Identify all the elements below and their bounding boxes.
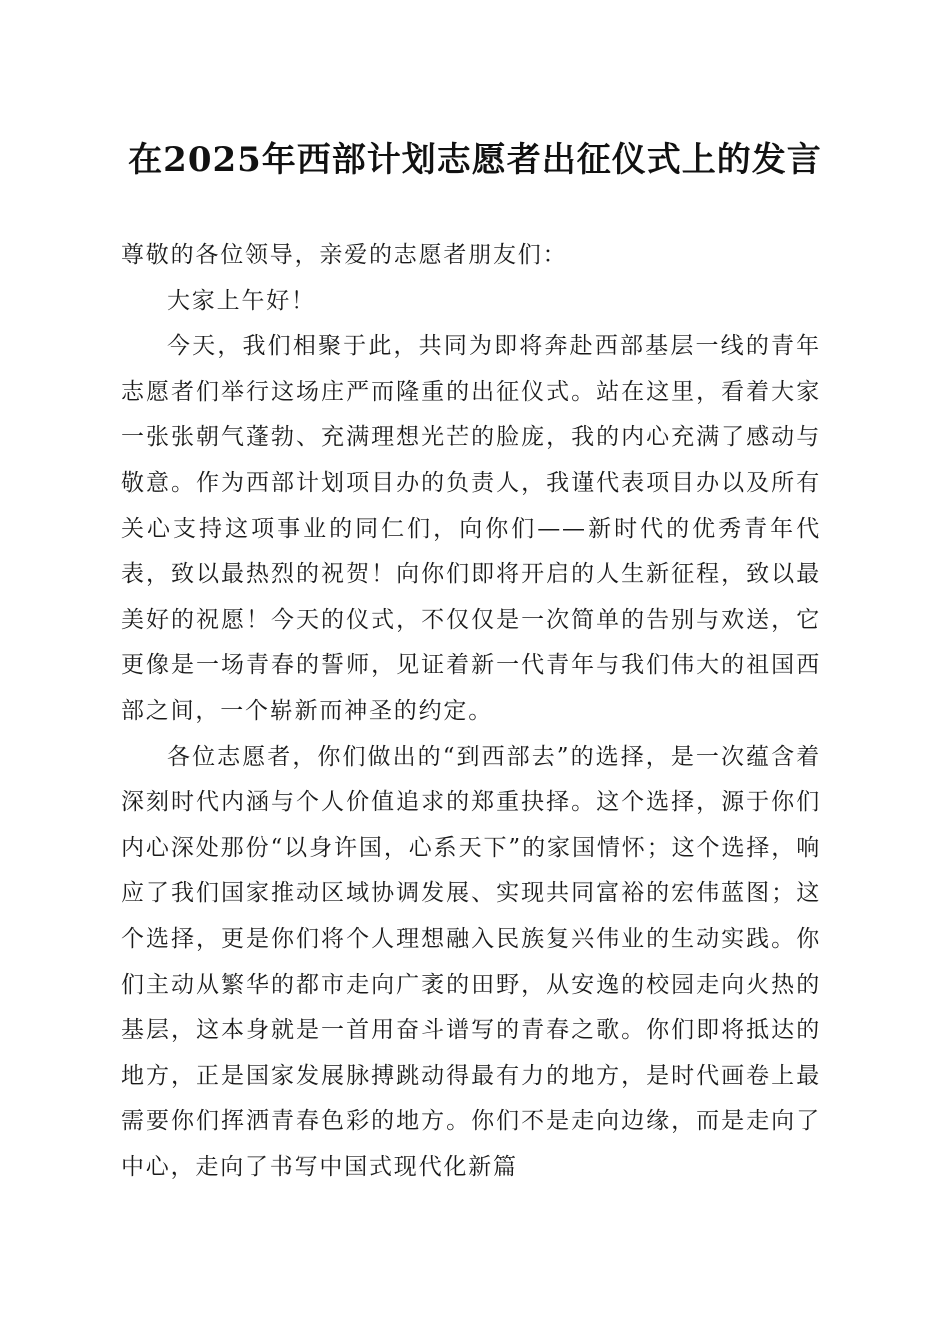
document-title: 在2025年西部计划志愿者出征仪式上的发言 xyxy=(128,140,822,180)
salutation: 尊敬的各位领导，亲爱的志愿者朋友们： xyxy=(121,242,568,268)
paragraph-1: 今天，我们相聚于此，共同为即将奔赴西部基层一线的青年志愿者们举行这场庄严而隆重的出征仪式。站在这里，看着大家一张张朝气蓬勃、充满理想光芒的脸庞，我的内心充满了感动与敬意。作为西部计划项目办的负责人，我谨代表项目办以及所有关心支持这项事业的同仁们，向你们——新时代的优秀青年代表，致以最热烈的祝贺！向你们即将开启的人生新征程，致以最美好的祝愿！今天的仪式，不仅仅是一次简单的告别与欢送，它更像是一场青春的誓师，见证着新一代青年与我们伟大的祖国西部之间，一个崭新而神圣的约定。 xyxy=(121,333,821,724)
paragraph-2: 各位志愿者，你们做出的“到西部去”的选择，是一次蕴含着深刻时代内涵与个人价值追求的郑重抉择。这个选择，源于你们内心深处那份“以身许国，心系天下”的家国情怀；这个选择，响应了我们国家推动区域协调发展、实现共同富裕的宏伟蓝图；这个选择，更是你们将个人理想融入民族复兴伟业的生动实践。你们主动从繁华的都市走向广袤的田野，从安逸的校园走向火热的基层，这本身就是一首用奋斗谱写的青春之歌。你们即将抵达的地方，正是国家发展脉搏跳动得最有力的地方，是时代画卷上最需要你们挥洒青春色彩的地方。你们不是走向边缘，而是走向了中心，走向了书写中国式现代化新篇 xyxy=(121,743,821,1180)
document-body xyxy=(121,233,821,1190)
greeting: 大家上午好！ xyxy=(167,287,316,314)
